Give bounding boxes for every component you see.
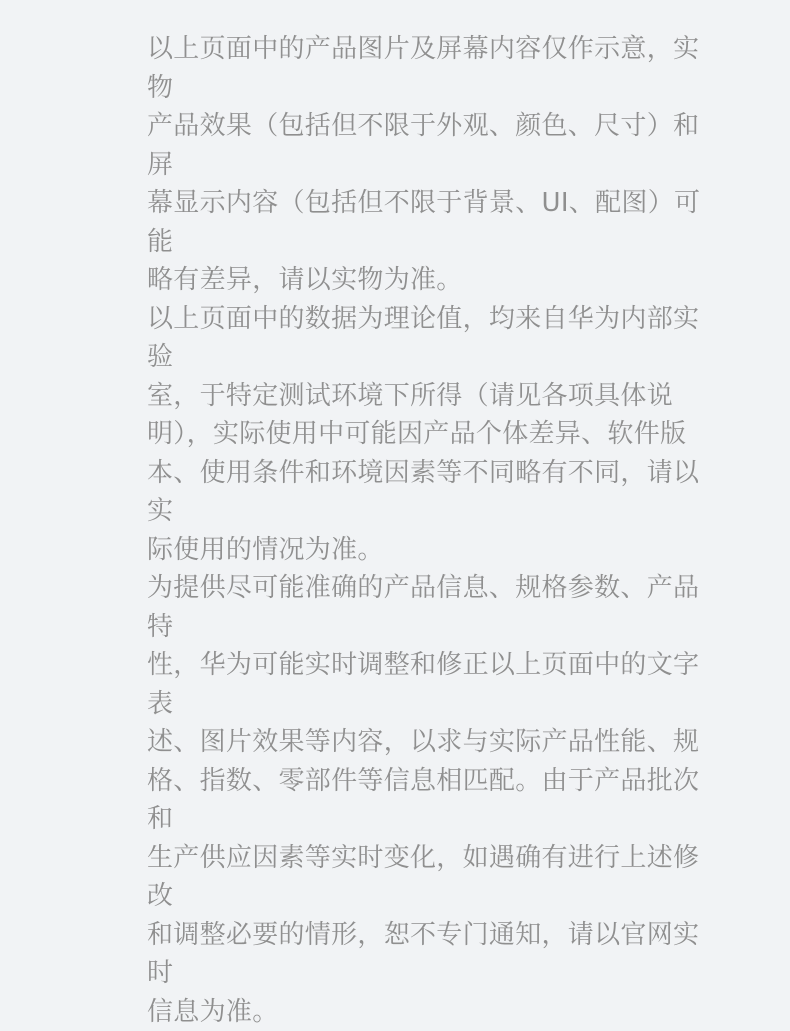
disclaimer-paragraph-theoretical-data: 以上页面中的数据为理论值，均来自华为内部实验 室，于特定测试环境下所得（请见各项具体说 明），实际使用中可能因产品个体差异、软件版 本、使用条件和环境因素等不同略有不同，请以实 际使用的情况为准。: [147, 303, 700, 565]
disclaimer-text-block: [147, 30, 717, 1031]
disclaimer-paragraph-realtime-adjustment: 为提供尽可能准确的产品信息、规格参数、产品特 性，华为可能实时调整和修正以上页面中的文字表 述、图片效果等内容，以求与实际产品性能、规 格、指数、零部件等信息相匹配。由于产品批次和 生产供应因素等实时变化，如遇确有进行上述修改 和调整必要的情形，恕不专门通知，请以官网实时 信息为准。: [147, 573, 700, 1027]
disclaimer-paragraph-product-images: 以上页面中的产品图片及屏幕内容仅作示意，实物 产品效果（包括但不限于外观、颜色、尺寸）和屏 幕显示内容（包括但不限于背景、UI、配图）可能 略有差异，请以实物为准。: [147, 34, 701, 295]
